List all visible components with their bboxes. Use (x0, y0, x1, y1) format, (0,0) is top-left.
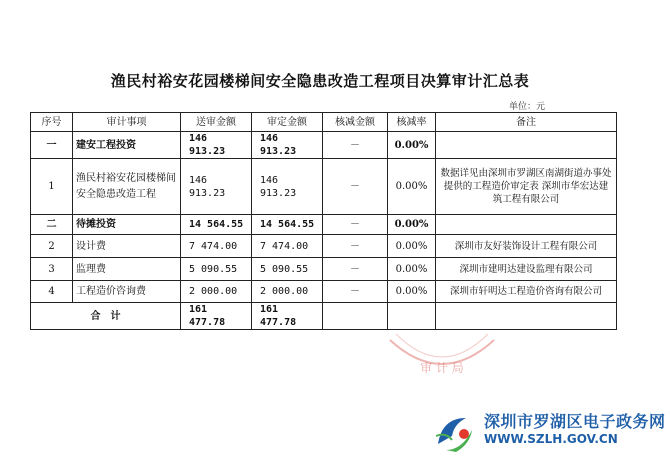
watermark-site-name: 深圳市罗湖区电子政务网 (484, 412, 666, 431)
row-note (436, 215, 617, 235)
row-reduced: － (323, 281, 388, 303)
table-row (31, 281, 617, 303)
row-submitted: 7 474.00 (181, 235, 252, 258)
row-note (436, 132, 617, 159)
swirl-logo-icon (432, 410, 478, 454)
total-approved: 161 477.78 (252, 303, 323, 330)
row-item: 渔民村裕安花园楼梯间安全隐患改造工程 (73, 159, 181, 215)
row-note: 深圳市友好装饰设计工程有限公司 (436, 235, 617, 258)
stamp-seal (382, 326, 502, 386)
row-reduced: － (323, 235, 388, 258)
total-row (31, 303, 617, 330)
header-no: 序号 (31, 113, 73, 132)
row-rate: 0.00% (388, 281, 436, 303)
row-item: 监理费 (73, 258, 181, 281)
row-note: 深圳市轩明达工程造价咨询有限公司 (436, 281, 617, 303)
header-rate: 核减率 (388, 113, 436, 132)
total-submitted: 161 477.78 (181, 303, 252, 330)
row-approved: 7 474.00 (252, 235, 323, 258)
svg-text:审 计 局: 审 计 局 (420, 361, 464, 375)
total-label: 合 计 (31, 303, 181, 330)
table-row (31, 235, 617, 258)
watermark-site-url: WWW.SZLH.GOV.CN (484, 432, 618, 446)
row-approved: 2 000.00 (252, 281, 323, 303)
table-row (31, 215, 617, 235)
row-no: 2 (31, 235, 73, 258)
row-reduced: － (323, 258, 388, 281)
website-watermark (418, 408, 666, 456)
row-submitted: 146 913.23 (181, 159, 252, 215)
row-item: 建安工程投资 (73, 132, 181, 159)
table-row (31, 159, 617, 215)
header-approved: 审定金额 (252, 113, 323, 132)
row-submitted: 2 000.00 (181, 281, 252, 303)
header-reduced: 核减金额 (323, 113, 388, 132)
row-no: 1 (31, 159, 73, 215)
row-no: 一 (31, 132, 73, 159)
table-header-row (31, 113, 617, 132)
header-item: 审计事项 (73, 113, 181, 132)
header-note: 备注 (436, 113, 617, 132)
header-submitted: 送审金额 (181, 113, 252, 132)
unit-label: 单位：元 (508, 102, 545, 112)
row-rate: 0.00% (388, 132, 436, 159)
official-stamp (382, 326, 502, 386)
row-reduced: － (323, 215, 388, 235)
row-rate: 0.00% (388, 215, 436, 235)
row-rate: 0.00% (388, 235, 436, 258)
row-reduced: － (323, 159, 388, 215)
row-approved: 5 090.55 (252, 258, 323, 281)
row-submitted: 14 564.55 (181, 215, 252, 235)
row-item: 待摊投资 (73, 215, 181, 235)
row-rate: 0.00% (388, 258, 436, 281)
row-no: 二 (31, 215, 73, 235)
row-item: 工程造价咨询费 (73, 281, 181, 303)
row-submitted: 146 913.23 (181, 132, 252, 159)
row-rate: 0.00% (388, 159, 436, 215)
row-approved: 14 564.55 (252, 215, 323, 235)
total-reduced (323, 303, 388, 330)
table-row (31, 132, 617, 159)
row-submitted: 5 090.55 (181, 258, 252, 281)
row-note: 深圳市建明达建设监理有限公司 (436, 258, 617, 281)
row-item: 设计费 (73, 235, 181, 258)
table-row (31, 258, 617, 281)
row-approved: 146 913.23 (252, 159, 323, 215)
row-reduced: － (323, 132, 388, 159)
row-no: 3 (31, 258, 73, 281)
row-no: 4 (31, 281, 73, 303)
row-note: 数据详见由深圳市罗湖区南湖街道办事处提供的工程造价审定表 深圳市华宏达建筑工程有限公司 (436, 159, 617, 215)
document-title: 渔民村裕安花园楼梯间安全隐患改造工程项目决算审计汇总表 (110, 72, 530, 90)
audit-summary-table (30, 112, 617, 330)
row-approved: 146 913.23 (252, 132, 323, 159)
